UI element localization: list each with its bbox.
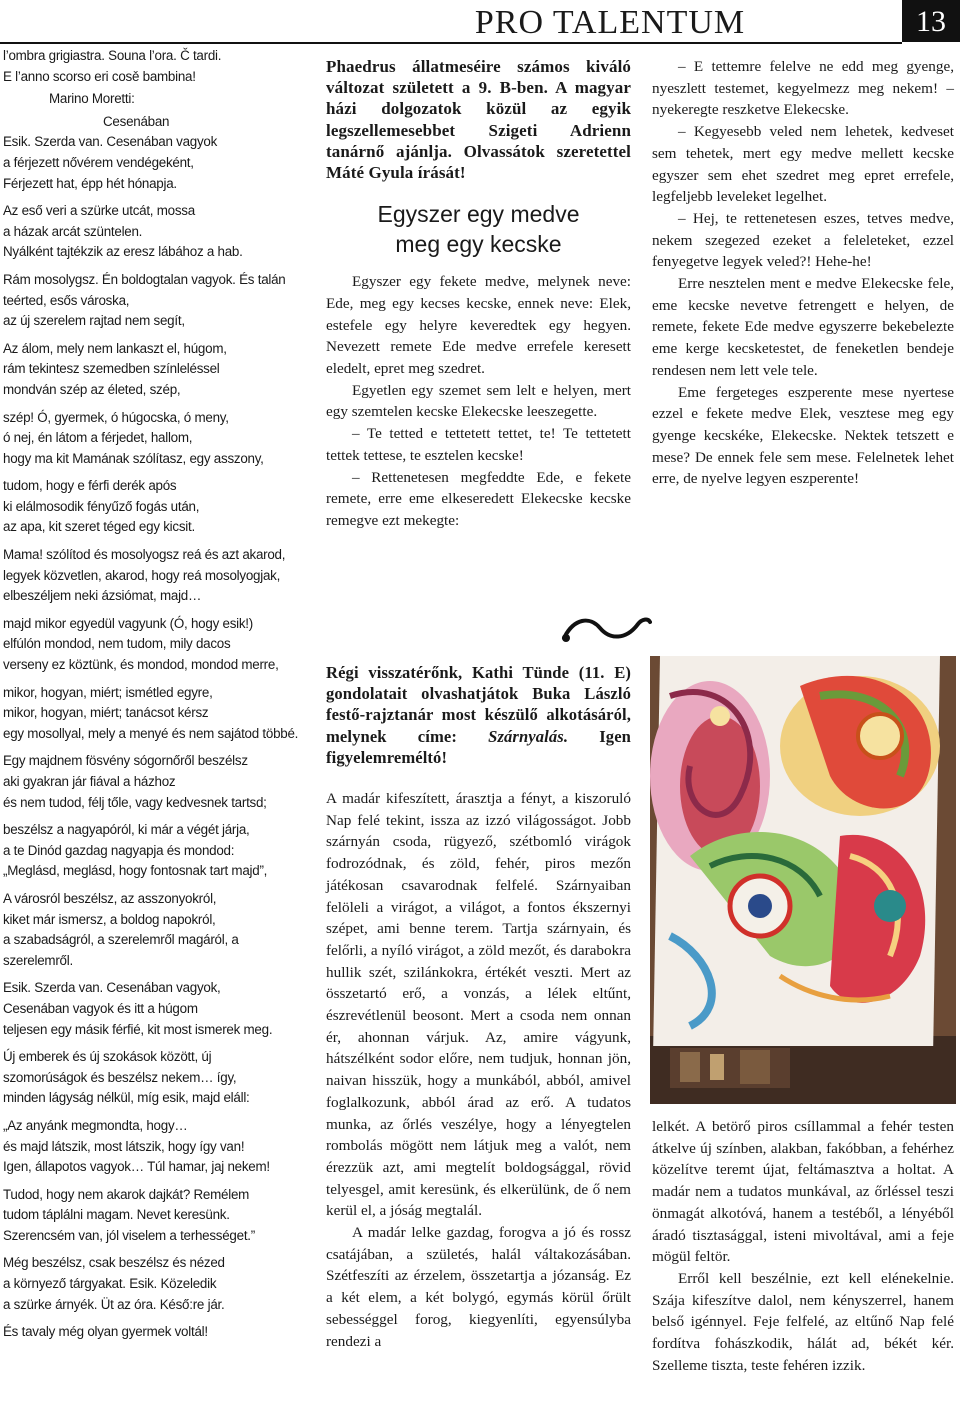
poem-line: „Meglásd, meglásd, hogy fontosnak tart majd”,: [3, 863, 268, 879]
painting-article-continued: [652, 1116, 954, 1376]
article-paragraph: A madár lelke gazdag, forogva a jó és rossz csatájában, a születés, halál váltakozásában. Szétfeszíti az érzelem, összetartja a józanság. Ez a két elem, a két bolygó, egymás körül őrült sebességgel forog, kiegyenlíti, egyensúlyba rendezi a: [326, 1224, 631, 1350]
poem-line: mondván szép az életed, szép,: [3, 381, 181, 397]
page-header-title: PRO TALENTUM: [474, 4, 746, 41]
story-paragraph: – E tettemre felelve ne edd meg gyenge, nyeszlett testemet, kegyelmezz meg nekem! – nyekeregte reszketve Elekecske.: [652, 58, 954, 119]
poem-line: ki elálmosodik fényűző fogás után,: [3, 498, 200, 514]
poem-line: és nem tudod, félj tőle, vagy kedvesnek tartsd;: [3, 794, 267, 810]
poem-line: mikor, hogyan, miért; ismétled egyre,: [3, 684, 213, 700]
poem-line: beszélsz a nagyapóról, ki már a végét járja,: [3, 822, 250, 838]
poem-line: mikor, hogyan, miért; tanácsot kérsz: [3, 705, 209, 721]
poem-line: „Az anyánk megmondta, hogy…: [3, 1117, 188, 1133]
poem-line: Tudod, hogy nem akarok dajkát? Remélem: [3, 1186, 250, 1202]
story-body: [326, 271, 631, 531]
story-column-continued: [652, 56, 954, 490]
poem-line: az apa, kit szeret téged egy kicsit.: [3, 519, 195, 535]
poem-line: kiket már ismersz, a boldog napokról,: [3, 911, 216, 927]
poem-line: teljesen egy másik férfié, kit most ismerek meg.: [3, 1021, 273, 1037]
story-paragraph: Erre nesztelen ment e medve Elekecske fele, eme kecske nevetve fetrengett e helyen, de remete, fekete Ede medve egyszerre bekebelezte eme kerge kecsketestet, de feneketlen bendeje rendesen nem lett vele tele.: [652, 275, 954, 379]
poem-line: A városról beszélsz, az asszonyokról,: [3, 890, 217, 906]
poem-line: rám tekintesz szemedben színleléssel: [3, 361, 220, 377]
poem-line: hogy ma kit Mamának szólítasz, egy asszony,: [3, 450, 264, 466]
poem-line: Még beszélsz, csak beszélsz és nézed: [3, 1255, 225, 1271]
article-paragraph: A madár kifeszített, árasztja a fényt, a kiszoruló Nap felé tekint, issza az izzó világosságot. Jobb szárnyán csoda, rügyező, szétbomló virágok fodrozódnak, és zöld, fehér, piros mezőn játékosan csavarodnak felfelé. Szárnyaiban felöleli a virágot, a világot, a fontos ékszernyi szépet, ami benne terem. Tartja szárnyain, és felőrli, a nyíló virágot, a zöld mezőt, és darabokra hullik szét, szilánkokra, értékét veszti. Mert az összetartó erő, a vonzás, a lélek eltűnt, észrevétlenül beosont. Mert a csoda nem onnan ér, ahonnan várjuk. Az, amire vágyunk, hátszélként sodor előre, nem tudjuk, honnan jön, naivan hisszük, hogy a munkából, abból, amivel foglalkozunk, abból árad az erő. A tudatos munka, az őrlés veszélye, hogy a lényegtelen rombolás mögött nem látjuk meg a valót, nem érezzük azt, ami megtelít boldogsággal, rövid telyesgel, amit keresünk, és elkerülünk, de ő nem kerül el, a jóság megtalál.: [326, 790, 631, 1220]
flourish-ornament-icon: [560, 614, 652, 644]
story-paragraph: Egyetlen egy szemet sem lelt e helyen, mert egy szemtelen kecske Elekecske leeszegette.: [326, 381, 631, 421]
poem-line: tudom táplálni magam. Nevet keresünk.: [3, 1207, 230, 1223]
article-paragraph: lelkét. A betörő piros csíllammal a fehér testen átkelve új színben, alakban, fakóbban, a fehérhez közelítve teremt újat, feltámasztva a holtat. A madár nem a tudatos munkával, az őrléssel teszi önmagát alkotóvá, hanem a testéből, a lényéből áradó tisztasággal, isteni mivoltával, ami a feje mögül feltör.: [652, 1118, 954, 1266]
poem-line: a férjezett nővérem vendégeként,: [3, 154, 194, 170]
poem-line: a szabadságról, a szerelemről magáról, a: [3, 932, 239, 948]
story-column: [326, 56, 631, 532]
poem-title: Cesenában: [103, 113, 170, 129]
poem-column: [3, 46, 308, 1343]
poem-line: szép! Ó, gyermek, ó húgocska, ó meny,: [3, 409, 229, 425]
story-title-line: meg egy kecske: [395, 231, 562, 258]
poem-line: minden lágyság nélkül, míg esik, majd eláll:: [3, 1090, 250, 1106]
poem-line: a szürke árnyék. Üt az óra. Késő:re jár.: [3, 1296, 225, 1312]
poem-line: a környező tárgyakat. Esik. Közeledik: [3, 1276, 217, 1292]
poem-line: E l’anno scorso eri cosě bambina!: [3, 68, 196, 84]
story-paragraph: – Kegyesebb veled nem lehetek, kedveset sem tehetek, mert egy medve mellett kecske egyszer sem ehet szedret meg epret errefele, legfeljebb leveleket legelhet.: [652, 123, 954, 206]
painting-article: [326, 662, 631, 1352]
poem-line: szerelemről.: [3, 952, 73, 968]
story-paragraph: Eme fergeteges eszperente mese nyertese ezzel e fekete medve Elek, vesztese meg egy gyenge kecskéke, Elekecske. Nektek tetszett e mese? De ennek fele sem mese. Felelnetek lehet erre, de nyelve legyen eszperente!: [652, 383, 954, 488]
story-paragraph: – Te tetted e tettetett tettet, te! Te tettetett tettek tettese, te esztelen kecske!: [326, 425, 631, 464]
poem-line: verseny ez köztünk, és mondod, mondod merre,: [3, 657, 279, 673]
story-paragraph: – Rettenetesen megfeddte Ede, e fekete remete, erre eme elkeseredett Elekecske kecske remegve ezt mekegte:: [326, 468, 631, 529]
poem-line: és majd látszik, most látszik, hogy így van!: [3, 1138, 245, 1154]
poem-line: Új emberek és új szokások között, új: [3, 1049, 212, 1065]
poem-line: Cesenában vagyok és itt a húgom: [3, 1000, 198, 1016]
poem-line: Nyálként tajtékzik az eresz lábához a hab.: [3, 244, 243, 260]
poem-line: tudom, hogy e férfi derék após: [3, 478, 177, 494]
poem-line: elbeszéljem neki ázsiómat, majd…: [3, 588, 202, 604]
poem-line: l’ombra grigiastra. Souna l’ora. Č tardi.: [3, 48, 222, 63]
painting-article-body-continued: [652, 1116, 954, 1376]
story-paragraph: – Hej, te rettenetesen eszes, tetves medve, nekem szegezed ezeket a feleleteket, ezzel fenyegetve legyek veled?! Hehe-he!: [652, 209, 954, 271]
story-intro: Phaedrus állatmeséire számos kiváló változat született a 9. B-ben. A magyar házi dolgozatok közül az egyik legszellemesebbet Szigeti Adrienn tanárnő ajánlja. Olvassátok szeretettel Máté Gyula írását!: [326, 57, 631, 183]
poem-line: Esik. Szerda van. Cesenában vagyok: [3, 134, 218, 150]
poem-line: az új szerelem rajtad nem segít,: [3, 313, 185, 329]
intro-text: Igen figyelemreméltó!: [326, 726, 632, 767]
painting-title: Szárnyalás.: [488, 726, 569, 746]
poem-line: Az eső veri a szürke utcát, mossa: [3, 203, 195, 219]
poem-line: ó nej, én látom a férjedet, hallom,: [3, 430, 193, 446]
poem-line: Esik. Szerda van. Cesenában vagyok,: [3, 980, 221, 996]
story-paragraph: Egyszer egy fekete medve, melynek neve: Ede, meg egy kecses kecske, ennek neve: Elek, estefele egy helyre keveredtek egy hegyen. Nevezett remete Ede medve errefele keresett eledelt, epret meg szedret.: [326, 273, 631, 378]
poem-line: egy mosollyal, mely a menyé és nem sajátod többé.: [3, 725, 299, 741]
poem-line: legyek közvetlen, akarod, hogy reá mosolyogjak,: [3, 567, 281, 583]
poem-line: És tavaly még olyan gyermek voltál!: [3, 1324, 208, 1340]
header-rule: [0, 42, 902, 44]
poem-line: aki gyakran jár fiával a házhoz: [3, 774, 176, 789]
poem-line: a te Dinód gazdag nagyapja és mondod:: [3, 842, 235, 858]
painting-article-body: [326, 788, 631, 1352]
poem-line: Rám mosolygsz. Én boldogtalan vagyok. És talán: [3, 271, 286, 287]
poem-line: Egy majdnem fösvény sógornőről beszélsz: [3, 753, 248, 769]
page-number: 13: [902, 0, 960, 42]
poem-line: Igen, állapotos vagyok… Túl hamar, jaj nekem!: [3, 1159, 270, 1175]
article-paragraph: Erről kell beszélnie, ezt kell elénekelnie. Szája kifeszítve dalol, nem kényszerrel, hanem belső igénnyel. Feje felfelé, az eltűnő Nap felé fordítva fohászkodik, hálát ad, békét kér. Szelleme tiszta, teste fehéren izzik.: [652, 1269, 954, 1374]
story-body-continued: [652, 56, 954, 490]
poem-line: elfúlón mondod, nem tudom, mily dacos: [3, 636, 231, 652]
story-title: [326, 199, 631, 259]
poem-line: szomorúságok és beszélsz nekem… így,: [3, 1069, 237, 1085]
poem-line: Férjezett hat, épp hét hónapja.: [3, 175, 177, 191]
poem-author: Marino Moretti:: [49, 91, 135, 107]
intro-text: Régi visszatérőnk, Kathi Tünde (11. E) gondolatait olvashatjátok Buka László festő-rajztanár most készülő alkotásáról, melynek címe:: [326, 663, 631, 746]
story-title-line: Egyszer egy medve: [377, 201, 580, 228]
poem-line: Az álom, mely nem lankaszt el, húgom,: [3, 340, 227, 356]
poem-line: Szerencsém van, jól viselem a terhességet.”: [3, 1227, 255, 1243]
poem-line: Mama! szólítod és mosolyogsz reá és azt akarod,: [3, 547, 286, 563]
painting-article-intro: [326, 662, 631, 768]
painting-photo: [650, 656, 956, 1104]
poem-line: teérted, esős városka,: [3, 292, 130, 308]
poem-line: majd mikor egyedül vagyunk (Ó, hogy esik!): [3, 615, 253, 631]
poem-line: a házak arcát szüntelen.: [3, 223, 143, 239]
